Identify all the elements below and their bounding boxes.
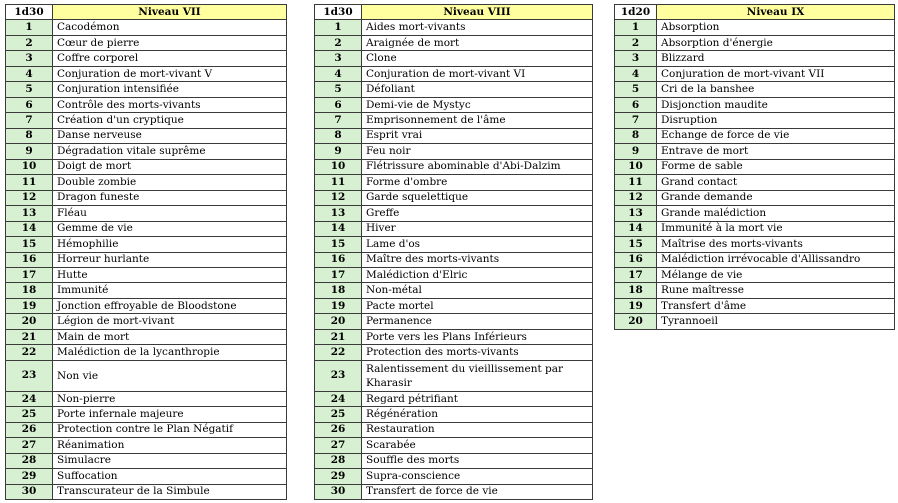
spell-name: Emprisonnement de l'âme — [362, 113, 593, 128]
spell-name: Absorption — [657, 20, 895, 35]
spell-name: Echange de force de vie — [657, 128, 895, 143]
table-row — [615, 298, 895, 313]
table-row — [615, 221, 895, 236]
table-row — [615, 51, 895, 66]
table-row — [6, 469, 287, 484]
table-row — [315, 175, 593, 190]
table-row — [615, 113, 895, 128]
roll-number: 6 — [615, 97, 657, 112]
spell-name: Grande malédiction — [657, 206, 895, 221]
roll-number: 1 — [315, 20, 362, 35]
table-header-row — [615, 5, 895, 20]
spell-name: Contrôle des morts-vivants — [53, 97, 287, 112]
roll-number: 3 — [315, 51, 362, 66]
roll-number: 12 — [615, 190, 657, 205]
spell-name: Forme de sable — [657, 159, 895, 174]
spell-name: Malédiction irrévocable d'Allissandro — [657, 252, 895, 267]
table-row — [315, 159, 593, 174]
roll-number: 15 — [315, 237, 362, 252]
roll-number: 30 — [315, 484, 362, 499]
table-row — [315, 51, 593, 66]
roll-number: 16 — [315, 252, 362, 267]
roll-number: 12 — [315, 190, 362, 205]
roll-number: 27 — [6, 438, 53, 453]
table-row — [315, 190, 593, 205]
roll-number: 12 — [6, 190, 53, 205]
roll-number: 24 — [315, 391, 362, 406]
table-row — [6, 329, 287, 344]
table-row — [615, 159, 895, 174]
roll-number: 13 — [315, 206, 362, 221]
spell-name: Coffre corporel — [53, 51, 287, 66]
spell-name: Restauration — [362, 422, 593, 437]
table-row — [6, 221, 287, 236]
table-row — [6, 438, 287, 453]
spell-name: Malédiction de la lycanthropie — [53, 345, 287, 360]
roll-number: 16 — [6, 252, 53, 267]
roll-number: 16 — [615, 252, 657, 267]
spell-name: Jonction effroyable de Bloodstone — [53, 298, 287, 313]
spell-name: Grand contact — [657, 175, 895, 190]
spell-name: Simulacre — [53, 453, 287, 468]
table-body — [6, 5, 287, 500]
roll-number: 18 — [315, 283, 362, 298]
roll-number: 14 — [615, 221, 657, 236]
table-row — [6, 407, 287, 422]
spell-name: Araignée de mort — [362, 35, 593, 50]
table-row — [6, 484, 287, 499]
table-row — [615, 252, 895, 267]
spell-name: Cœur de pierre — [53, 35, 287, 50]
roll-number: 20 — [615, 314, 657, 329]
roll-number: 28 — [315, 453, 362, 468]
spell-name: Cacodémon — [53, 20, 287, 35]
table-row — [6, 35, 287, 50]
spell-name: Conjuration intensifiée — [53, 82, 287, 97]
roll-number: 11 — [6, 175, 53, 190]
spell-name: Feu noir — [362, 144, 593, 159]
table-row — [6, 391, 287, 406]
table-row — [615, 128, 895, 143]
roll-number: 22 — [315, 345, 362, 360]
roll-number: 26 — [315, 422, 362, 437]
spell-name: Légion de mort-vivant — [53, 314, 287, 329]
roll-number: 25 — [6, 407, 53, 422]
roll-number: 13 — [615, 206, 657, 221]
table-row — [6, 82, 287, 97]
spell-name: Forme d'ombre — [362, 175, 593, 190]
table-row — [615, 35, 895, 50]
spell-name: Greffe — [362, 206, 593, 221]
level-header: Niveau VII — [53, 5, 287, 20]
table-niveau-viii — [314, 4, 593, 500]
roll-number: 10 — [615, 159, 657, 174]
table-row — [315, 283, 593, 298]
table-row — [6, 97, 287, 112]
roll-number: 26 — [6, 422, 53, 437]
table-header-row — [6, 5, 287, 20]
table-row — [615, 283, 895, 298]
spell-name: Mélange de vie — [657, 267, 895, 282]
roll-number: 19 — [6, 298, 53, 313]
table-row — [615, 82, 895, 97]
roll-number: 14 — [6, 221, 53, 236]
table-row — [615, 20, 895, 35]
table-row — [315, 314, 593, 329]
roll-number: 9 — [315, 144, 362, 159]
table-row — [315, 35, 593, 50]
roll-number: 4 — [615, 66, 657, 81]
spell-name: Hémophilie — [53, 237, 287, 252]
roll-number: 3 — [615, 51, 657, 66]
die-header: 1d30 — [6, 5, 53, 20]
roll-number: 21 — [315, 329, 362, 344]
table-row — [6, 267, 287, 282]
roll-number: 20 — [315, 314, 362, 329]
spell-name: Disruption — [657, 113, 895, 128]
table-row — [615, 206, 895, 221]
spell-name: Regard pétrifiant — [362, 391, 593, 406]
roll-number: 9 — [6, 144, 53, 159]
roll-number: 14 — [315, 221, 362, 236]
spell-name: Maîtrise des morts-vivants — [657, 237, 895, 252]
spell-name: Tyrannoeil — [657, 314, 895, 329]
roll-number: 2 — [615, 35, 657, 50]
roll-number: 4 — [6, 66, 53, 81]
spell-name: Transfert de force de vie — [362, 484, 593, 499]
roll-number: 23 — [6, 360, 53, 391]
die-header: 1d30 — [315, 5, 362, 20]
spell-name: Conjuration de mort-vivant VI — [362, 66, 593, 81]
table-row — [315, 252, 593, 267]
table-row — [6, 360, 287, 391]
spell-name: Doigt de mort — [53, 159, 287, 174]
spell-name: Grande demande — [657, 190, 895, 205]
table-header-row — [315, 5, 593, 20]
spell-name: Protection des morts-vivants — [362, 345, 593, 360]
table-row — [6, 175, 287, 190]
table-row — [6, 283, 287, 298]
roll-number: 7 — [6, 113, 53, 128]
roll-number: 22 — [6, 345, 53, 360]
spell-name: Esprit vrai — [362, 128, 593, 143]
table-row — [315, 453, 593, 468]
table-row — [315, 298, 593, 313]
table-row — [615, 175, 895, 190]
roll-number: 18 — [615, 283, 657, 298]
roll-number: 7 — [615, 113, 657, 128]
roll-number: 13 — [6, 206, 53, 221]
table-row — [315, 407, 593, 422]
table-row — [615, 237, 895, 252]
table-row — [6, 51, 287, 66]
spell-name: Danse nerveuse — [53, 128, 287, 143]
roll-number: 11 — [615, 175, 657, 190]
spell-name: Rune maîtresse — [657, 283, 895, 298]
table-row — [6, 252, 287, 267]
spell-name: Demi-vie de Mystyc — [362, 97, 593, 112]
table-row — [315, 360, 593, 391]
table-row — [6, 20, 287, 35]
roll-number: 20 — [6, 314, 53, 329]
roll-number: 6 — [6, 97, 53, 112]
roll-number: 15 — [6, 237, 53, 252]
roll-number: 15 — [615, 237, 657, 252]
roll-number: 5 — [315, 82, 362, 97]
table-row — [615, 314, 895, 329]
table-row — [6, 345, 287, 360]
spell-name: Immunité — [53, 283, 287, 298]
table-row — [315, 20, 593, 35]
spell-name: Dragon funeste — [53, 190, 287, 205]
spell-name: Suffocation — [53, 469, 287, 484]
roll-number: 24 — [6, 391, 53, 406]
table-row — [6, 144, 287, 159]
spell-name: Pacte mortel — [362, 298, 593, 313]
table-row — [615, 97, 895, 112]
table-body — [315, 5, 593, 500]
table-row — [615, 190, 895, 205]
roll-number: 8 — [615, 128, 657, 143]
table-row — [6, 422, 287, 437]
spell-name: Lame d'os — [362, 237, 593, 252]
roll-number: 10 — [6, 159, 53, 174]
table-row — [615, 66, 895, 81]
table-row — [315, 329, 593, 344]
roll-number: 8 — [6, 128, 53, 143]
die-header: 1d20 — [615, 5, 657, 20]
table-row — [315, 221, 593, 236]
spell-name: Réanimation — [53, 438, 287, 453]
table-row — [6, 113, 287, 128]
roll-number: 18 — [6, 283, 53, 298]
table-row — [615, 144, 895, 159]
spell-name: Supra-conscience — [362, 469, 593, 484]
roll-number: 5 — [615, 82, 657, 97]
spell-name: Conjuration de mort-vivant V — [53, 66, 287, 81]
spell-name: Dégradation vitale suprême — [53, 144, 287, 159]
spell-name: Scarabée — [362, 438, 593, 453]
table-row — [315, 267, 593, 282]
table-row — [315, 144, 593, 159]
roll-number: 21 — [6, 329, 53, 344]
table-row — [315, 469, 593, 484]
table-row — [6, 190, 287, 205]
spell-name: Double zombie — [53, 175, 287, 190]
spell-name: Porte infernale majeure — [53, 407, 287, 422]
table-row — [315, 422, 593, 437]
spell-name: Protection contre le Plan Négatif — [53, 422, 287, 437]
roll-number: 27 — [315, 438, 362, 453]
spell-name: Entrave de mort — [657, 144, 895, 159]
table-row — [315, 345, 593, 360]
roll-number: 28 — [6, 453, 53, 468]
spell-name: Hiver — [362, 221, 593, 236]
spell-name: Flétrissure abominable d'Abi-Dalzim — [362, 159, 593, 174]
spell-name: Immunité à la mort vie — [657, 221, 895, 236]
level-header: Niveau IX — [657, 5, 895, 20]
roll-number: 19 — [315, 298, 362, 313]
roll-number: 29 — [315, 469, 362, 484]
roll-number: 2 — [315, 35, 362, 50]
spell-name: Aides mort-vivants — [362, 20, 593, 35]
spell-name: Garde squelettique — [362, 190, 593, 205]
spell-name: Transcurateur de la Simbule — [53, 484, 287, 499]
spell-name: Porte vers les Plans Inférieurs — [362, 329, 593, 344]
roll-number: 17 — [6, 267, 53, 282]
level-header: Niveau VIII — [362, 5, 593, 20]
spell-name: Fléau — [53, 206, 287, 221]
spell-name: Régénération — [362, 407, 593, 422]
roll-number: 1 — [615, 20, 657, 35]
roll-number: 25 — [315, 407, 362, 422]
table-row — [315, 82, 593, 97]
table-row — [6, 453, 287, 468]
table-row — [315, 66, 593, 81]
table-row — [615, 267, 895, 282]
spell-name: Souffle des morts — [362, 453, 593, 468]
roll-number: 23 — [315, 360, 362, 391]
spell-name: Ralentissement du vieillissement par Kharasir — [362, 360, 593, 391]
spell-name: Création d'un cryptique — [53, 113, 287, 128]
roll-number: 2 — [6, 35, 53, 50]
table-row — [315, 128, 593, 143]
roll-number: 4 — [315, 66, 362, 81]
roll-number: 11 — [315, 175, 362, 190]
roll-number: 19 — [615, 298, 657, 313]
spell-name: Clone — [362, 51, 593, 66]
spell-name: Main de mort — [53, 329, 287, 344]
spell-name: Maître des morts-vivants — [362, 252, 593, 267]
table-niveau-ix — [614, 4, 895, 330]
table-row — [315, 206, 593, 221]
spell-name: Transfert d'âme — [657, 298, 895, 313]
table-row — [315, 113, 593, 128]
table-row — [6, 314, 287, 329]
spell-name: Absorption d'énergie — [657, 35, 895, 50]
spell-name: Disjonction maudite — [657, 97, 895, 112]
spell-name: Non-métal — [362, 283, 593, 298]
spell-name: Gemme de vie — [53, 221, 287, 236]
table-row — [6, 66, 287, 81]
roll-number: 29 — [6, 469, 53, 484]
table-body — [615, 5, 895, 330]
roll-number: 6 — [315, 97, 362, 112]
table-row — [6, 128, 287, 143]
table-row — [6, 159, 287, 174]
spell-name: Malédiction d'Elric — [362, 267, 593, 282]
spell-name: Non vie — [53, 360, 287, 391]
table-row — [6, 237, 287, 252]
table-row — [6, 206, 287, 221]
roll-number: 10 — [315, 159, 362, 174]
table-row — [315, 97, 593, 112]
table-row — [315, 237, 593, 252]
spell-name: Horreur hurlante — [53, 252, 287, 267]
roll-number: 1 — [6, 20, 53, 35]
roll-number: 17 — [315, 267, 362, 282]
spell-name: Blizzard — [657, 51, 895, 66]
roll-number: 17 — [615, 267, 657, 282]
spell-name: Cri de la banshee — [657, 82, 895, 97]
roll-number: 7 — [315, 113, 362, 128]
roll-number: 8 — [315, 128, 362, 143]
roll-number: 5 — [6, 82, 53, 97]
spell-name: Permanence — [362, 314, 593, 329]
table-row — [315, 391, 593, 406]
spell-name: Non-pierre — [53, 391, 287, 406]
table-row — [315, 484, 593, 499]
spell-name: Hutte — [53, 267, 287, 282]
spell-name: Conjuration de mort-vivant VII — [657, 66, 895, 81]
table-row — [6, 298, 287, 313]
roll-number: 3 — [6, 51, 53, 66]
spell-name: Défoliant — [362, 82, 593, 97]
table-niveau-vii — [5, 4, 287, 500]
roll-number: 9 — [615, 144, 657, 159]
roll-number: 30 — [6, 484, 53, 499]
table-row — [315, 438, 593, 453]
